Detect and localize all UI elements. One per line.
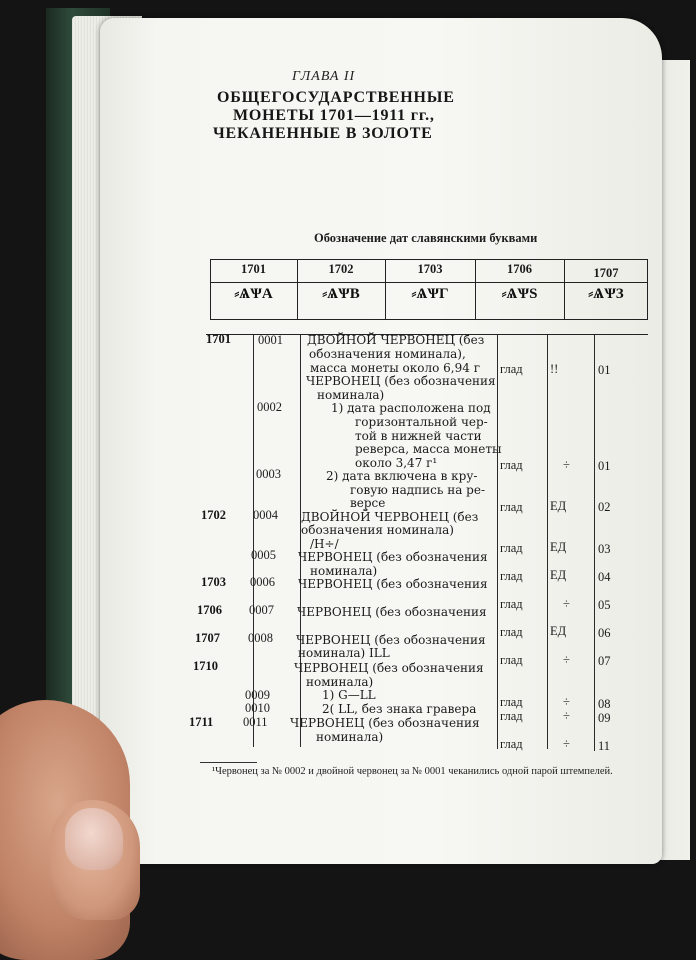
rarity-cell: 02 [598, 500, 611, 514]
catalog-number: 0006 [250, 575, 275, 589]
rarity-cell: 11 [598, 739, 611, 753]
description-line: 1) G—LL [322, 688, 376, 702]
edge-cell: глад [500, 541, 523, 555]
catalog-number: 0003 [256, 467, 281, 481]
edge-cell: глад [500, 597, 523, 611]
slavonic-date-1706: ⸗ѦѰЅ [501, 286, 538, 302]
description-line: ЧЕРВОНЕЦ (без обозначения [296, 633, 486, 647]
edge-cell: глад [500, 709, 523, 723]
mark-cell: ЕД [550, 540, 567, 554]
description-line: реверса, масса монеты [355, 442, 502, 456]
mark-cell: ЕД [550, 624, 567, 638]
date-year-1706: 1706 [507, 262, 532, 276]
description-line: номинала) ILL [298, 646, 390, 660]
description-line: ЧЕРВОНЕЦ (без обозначения [298, 577, 488, 591]
year-label: 1707 [195, 631, 220, 645]
description-line: обозначения номинала), [309, 347, 466, 361]
catalog-number: 0007 [249, 603, 274, 617]
thumbnail [65, 808, 123, 870]
rarity-cell: 08 [598, 697, 611, 711]
mark-cell: ÷ [563, 458, 570, 472]
rarity-cell: 03 [598, 542, 611, 556]
description-line: ДВОЙНОЙ ЧЕРВОНЕЦ (без [301, 510, 479, 524]
slavonic-date-table [210, 259, 648, 320]
catalog-number: 0004 [253, 508, 278, 522]
catalog-number: 0002 [257, 400, 282, 414]
catalog-column-line [497, 335, 498, 749]
edge-cell: глад [500, 500, 523, 514]
edge-cell: глад [500, 362, 523, 376]
catalog-column-line [547, 335, 548, 749]
mark-cell: ÷ [563, 695, 570, 709]
catalog-column-line [300, 335, 301, 747]
title-line-1: ОБЩЕГОСУДАРСТВЕННЫЕ [217, 89, 455, 106]
catalog-number: 0011 [243, 715, 268, 729]
rarity-cell: 01 [598, 459, 611, 473]
description-line: горизонтальной чер- [355, 415, 488, 429]
footnote: ¹Червонец за № 0002 и двойной червонец за № 0001 чеканились одной парой штемпелей. [212, 766, 613, 777]
catalog-column-line [594, 335, 595, 751]
description-line: номинала) [316, 730, 384, 744]
description-line: ЧЕРВОНЕЦ (без обозначения [297, 605, 487, 619]
date-table-divider [210, 282, 648, 283]
description-line: /Н÷/ [310, 537, 339, 551]
description-line: номинала) [310, 564, 378, 578]
description-line: номинала) [317, 388, 385, 402]
description-line: версе [350, 496, 386, 510]
footnote-rule [200, 762, 257, 763]
edge-cell: глад [500, 695, 523, 709]
date-year-1703: 1703 [417, 262, 443, 276]
description-line: обозначения номинала) [301, 523, 454, 537]
mark-cell: ÷ [563, 737, 570, 751]
description-line: ЧЕРВОНЕЦ (без обозначения [294, 661, 484, 675]
edge-cell: глад [500, 458, 523, 472]
description-line: ЧЕРВОНЕЦ (без обозначения [290, 716, 480, 730]
rarity-cell: 09 [598, 711, 611, 725]
catalog-number: 0008 [248, 631, 273, 645]
edge-cell: глад [500, 653, 523, 667]
mark-cell: ÷ [563, 709, 570, 723]
year-label: 1710 [193, 659, 218, 673]
description-line: говую надпись на ре- [350, 483, 485, 497]
chapter-heading: ГЛАВА II [292, 69, 356, 84]
description-line: около 3,47 г¹ [355, 456, 438, 470]
description-line: 2) дата включена в кру- [326, 469, 478, 483]
year-label: 1701 [206, 332, 231, 346]
description-line: 2( LL, без знака гравера [322, 702, 477, 716]
description-line: номинала) [306, 675, 374, 689]
date-year-1701: 1701 [241, 262, 266, 276]
catalog-column-line [253, 335, 254, 747]
rarity-cell: 05 [598, 598, 611, 612]
catalog-number: 0001 [258, 333, 283, 347]
rarity-cell: 07 [598, 654, 611, 668]
date-year-1702: 1702 [328, 262, 354, 276]
slavonic-date-1702: ⸗ѦѰВ [322, 286, 360, 302]
description-line: 1) дата расположена под [331, 401, 491, 415]
description-line: масса монеты около 6,94 г [310, 361, 480, 375]
mark-cell: ЕД [550, 568, 567, 582]
slavonic-date-1701: ⸗ѦѰА [234, 286, 273, 302]
rarity-cell: 06 [598, 626, 611, 640]
date-year-1707: 1707 [593, 266, 619, 280]
edge-cell: глад [500, 737, 523, 751]
description-line: ЧЕРВОНЕЦ (без обозначения [298, 550, 488, 564]
mark-cell: ЕД [550, 499, 567, 513]
year-label: 1711 [189, 715, 214, 729]
year-label: 1702 [201, 508, 226, 522]
catalog-number: 0005 [251, 548, 276, 562]
rarity-cell: 04 [598, 570, 611, 584]
mark-cell: ÷ [563, 653, 570, 667]
mark-cell: ÷ [563, 597, 570, 611]
year-label: 1706 [197, 603, 222, 617]
catalog-number: 0010 [245, 701, 270, 715]
edge-cell: глад [500, 569, 523, 583]
slavonic-date-1707: ⸗ѦѰЗ [588, 286, 624, 302]
year-label: 1703 [201, 575, 226, 589]
title-line-3: ЧЕКАНЕННЫЕ В ЗОЛОТЕ [213, 125, 433, 142]
edge-cell: глад [500, 625, 523, 639]
description-line: ДВОЙНОЙ ЧЕРВОНЕЦ (без [307, 333, 485, 347]
rarity-cell: 01 [598, 363, 611, 377]
slavonic-date-1703: ⸗ѦѰГ [411, 286, 449, 302]
catalog-number: 0009 [245, 688, 270, 702]
title-line-2: МОНЕТЫ 1701—1911 гг., [233, 107, 435, 124]
table-caption: Обозначение дат славянскими буквами [314, 231, 538, 245]
description-line: ЧЕРВОНЕЦ (без обозначения [306, 374, 496, 388]
mark-cell: !! [550, 362, 559, 376]
description-line: той в нижней части [355, 429, 482, 443]
